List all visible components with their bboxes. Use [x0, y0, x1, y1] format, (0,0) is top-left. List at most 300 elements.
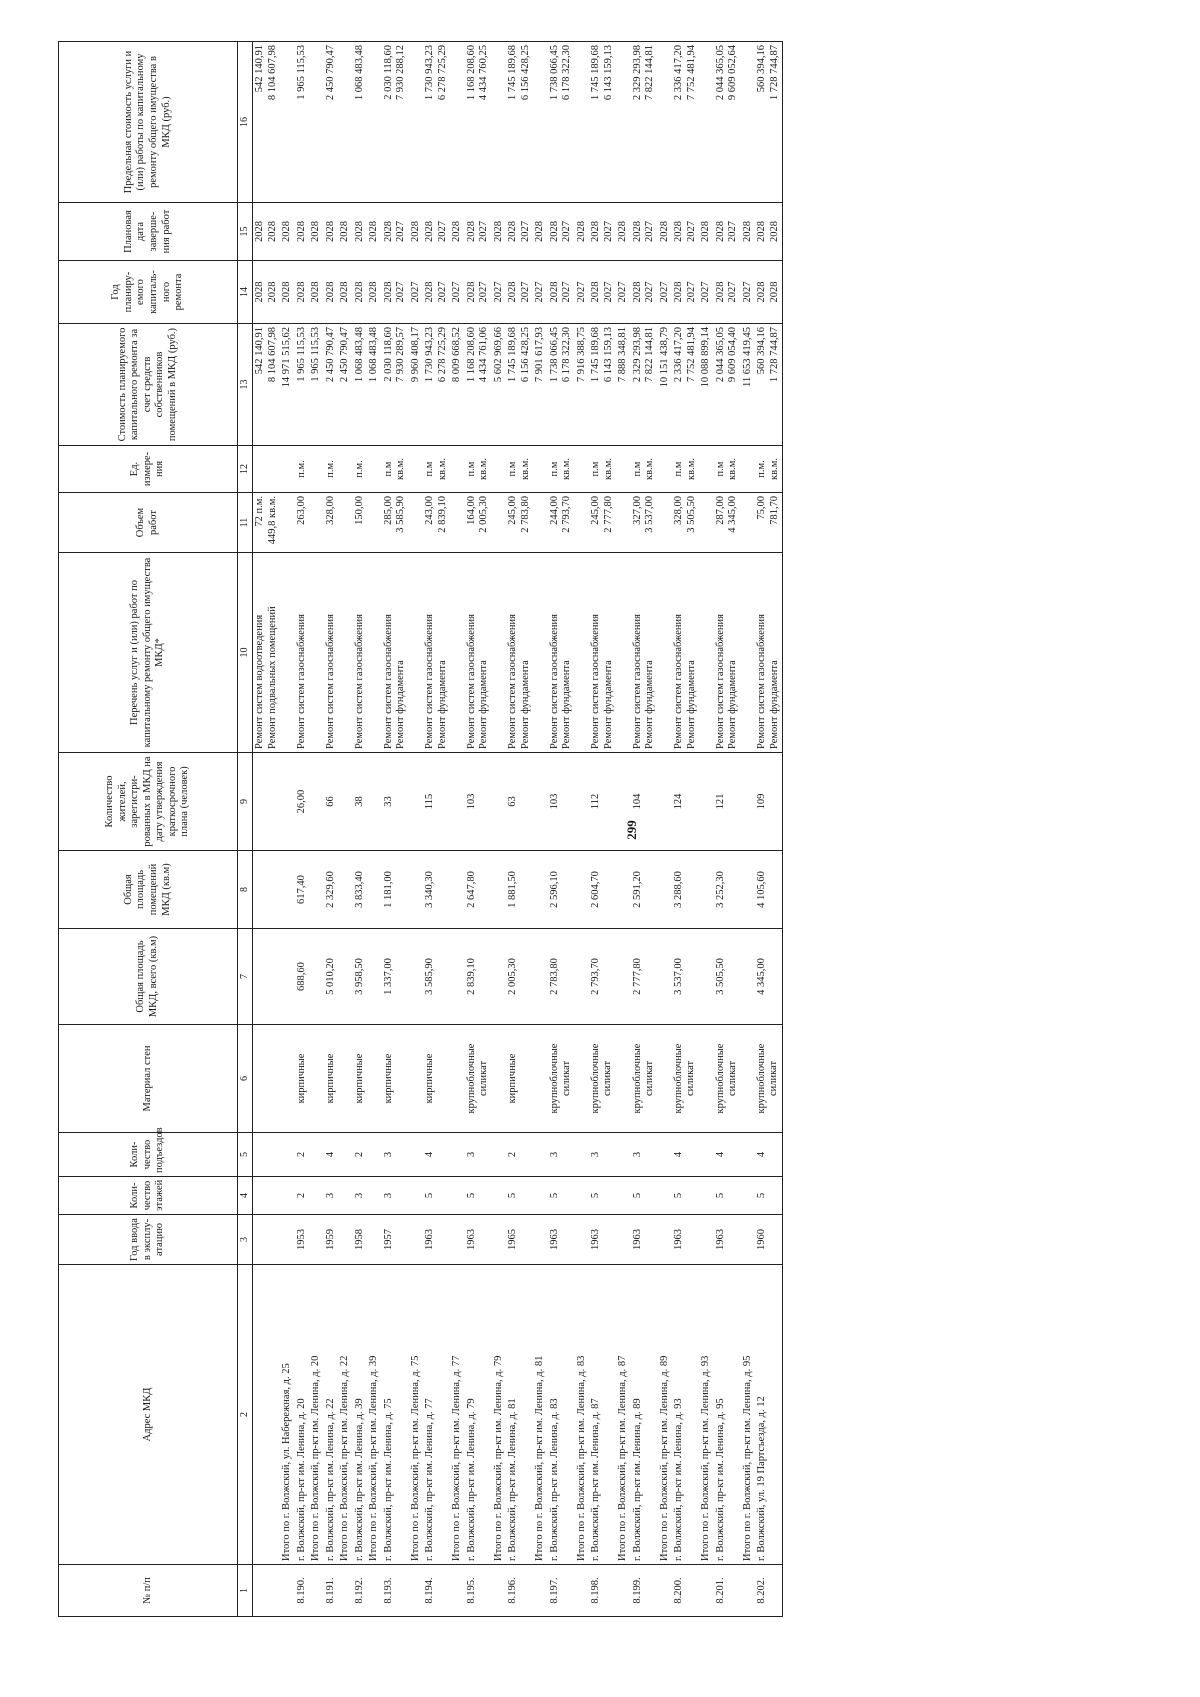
cost-cell [280, 324, 295, 446]
wall-material-cell: кирпичные [295, 1025, 310, 1133]
works-cell [450, 553, 465, 753]
unit-line [267, 449, 280, 489]
completion-year-cell [280, 203, 295, 261]
residents-cell: 103 [548, 753, 575, 851]
limit-cost-cell [295, 42, 310, 203]
cost-cell [741, 324, 756, 446]
limit-cost-line: 4 434 760,25 [478, 45, 489, 101]
cost-line: 10 088 899,14 [700, 327, 711, 388]
cost-line: 9 960 408,17 [409, 327, 421, 383]
floors-cell [409, 1177, 424, 1215]
cost-cell [575, 324, 590, 446]
table-body [253, 42, 783, 1617]
row-number [616, 1565, 631, 1617]
year-built-cell [575, 1215, 590, 1265]
floors-cell [253, 1177, 281, 1215]
total-area-cell [699, 929, 714, 1025]
completion-year-line: 2028 [424, 221, 435, 242]
column-number: 8 [238, 851, 253, 929]
repair-year-line: 2027 [492, 281, 504, 303]
entrances-cell: 3 [382, 1133, 409, 1177]
table-row [672, 42, 699, 1617]
completion-year-cell [533, 203, 548, 261]
unit-cell [353, 446, 368, 493]
column-number: 5 [238, 1133, 253, 1177]
volume-cell [755, 493, 783, 553]
limit-cost-line: 1 745 189,68 [590, 45, 601, 101]
works-line: Ремонт фундамента [727, 660, 738, 749]
entrances-cell: 2 [506, 1133, 533, 1177]
wall-material-cell [492, 1025, 507, 1133]
unit-line [576, 449, 589, 489]
floors-cell: 5 [672, 1177, 699, 1215]
year-built-cell [492, 1215, 507, 1265]
completion-year-line: 2027 [436, 221, 448, 242]
completion-year-line: 2027 [727, 221, 738, 242]
residents-cell [450, 753, 465, 851]
entrances-cell: 4 [714, 1133, 741, 1177]
wall-material-cell: кирпичные [324, 1025, 339, 1133]
residents-cell [741, 753, 756, 851]
limit-cost-cell [382, 42, 409, 203]
repair-year-cell [450, 261, 465, 324]
total-area-cell [367, 929, 382, 1025]
completion-year-line: 2028 [617, 221, 628, 242]
repair-year-line: 2027 [617, 281, 628, 303]
unit-line [339, 449, 352, 489]
cost-line: 1 068 483,48 [353, 327, 365, 383]
premises-area-cell: 2 329,60 [324, 851, 339, 929]
volume-line [310, 496, 323, 549]
completion-year-line: 2028 [741, 221, 753, 242]
cost-line: 1 728 744,87 [768, 327, 780, 383]
works-cell [755, 553, 783, 753]
wall-material-cell: крупноблочные силикат [755, 1025, 783, 1133]
completion-year-line: 2028 [756, 221, 767, 242]
floors-cell [450, 1177, 465, 1215]
repair-year-line: 2027 [575, 281, 587, 303]
unit-line: кв.м. [685, 458, 697, 480]
unit-line: кв.м. [561, 458, 572, 480]
wall-material-cell [367, 1025, 382, 1133]
volume-cell [492, 493, 507, 553]
volume-cell [465, 493, 492, 553]
repair-year-line: 2028 [281, 281, 292, 303]
unit-cell [533, 446, 548, 493]
column-header: Объем работ [59, 493, 238, 553]
works-cell [589, 553, 616, 753]
limit-cost-line: 7 822 144,81 [644, 45, 655, 101]
repair-year-line: 2028 [465, 281, 477, 303]
limit-cost-cell [616, 42, 631, 203]
table-row [324, 42, 339, 1617]
entrances-cell [699, 1133, 714, 1177]
cost-line: 1 738 066,45 [548, 327, 560, 383]
volume-cell [353, 493, 368, 553]
limit-cost-line: 1 730 943,23 [424, 45, 435, 101]
residents-cell: 121 [714, 753, 741, 851]
limit-cost-cell [575, 42, 590, 203]
entrances-cell: 2 [295, 1133, 310, 1177]
total-area-cell [309, 929, 324, 1025]
column-header: Плановая дата заверше-ния работ [59, 203, 238, 261]
completion-year-cell [548, 203, 575, 261]
wall-material-cell [309, 1025, 324, 1133]
completion-year-line: 2028 [492, 221, 504, 242]
floors-cell [492, 1177, 507, 1215]
cost-line: 7 752 481,94 [685, 327, 697, 383]
cost-cell [506, 324, 533, 446]
address-cell [253, 1265, 281, 1565]
row-number [280, 1565, 295, 1617]
works-line: Ремонт систем газоснабжения [424, 614, 435, 749]
premises-area-cell: 2 591,20 [631, 851, 658, 929]
limit-cost-cell [741, 42, 756, 203]
row-number: 8.190. [295, 1565, 310, 1617]
volume-line: 449,8 кв.м. [266, 496, 278, 545]
repair-year-cell [506, 261, 533, 324]
row-number [253, 1565, 281, 1617]
column-header: Общая площадь помещений МКД (кв.м) [59, 851, 238, 929]
volume-cell [253, 493, 281, 553]
column-header: Адрес МКД [59, 1265, 238, 1565]
unit-line: п.м. [756, 460, 767, 478]
row-number: 8.194. [423, 1565, 450, 1617]
repair-year-cell [338, 261, 353, 324]
floors-cell: 2 [295, 1177, 310, 1215]
cost-line: 5 602 969,66 [492, 327, 504, 383]
repair-year-line: 2028 [382, 281, 394, 303]
total-area-cell: 5 010,20 [324, 929, 339, 1025]
limit-cost-line: 7 930 288,12 [395, 45, 406, 101]
completion-year-cell [506, 203, 533, 261]
column-number: 7 [238, 929, 253, 1025]
entrances-cell: 3 [465, 1133, 492, 1177]
cost-cell [382, 324, 409, 446]
unit-cell [658, 446, 673, 493]
row-number [367, 1565, 382, 1617]
residents-cell: 38 [353, 753, 368, 851]
total-row [575, 42, 590, 1617]
limit-cost-cell [506, 42, 533, 203]
works-line [451, 556, 464, 749]
row-number: 8.200. [672, 1565, 699, 1617]
completion-year-line: 2028 [451, 221, 462, 242]
volume-line: 287,00 [714, 496, 726, 525]
address-cell: Итого по г. Волжский, пр-кт им. Ленина, д. 77 [450, 1265, 465, 1565]
year-built-cell [658, 1215, 673, 1265]
volume-cell [575, 493, 590, 553]
cost-line: 1 965 115,53 [310, 327, 321, 382]
limit-cost-cell [423, 42, 450, 203]
limit-cost-line [281, 45, 294, 199]
cost-cell [367, 324, 382, 446]
works-line [742, 556, 755, 749]
repair-year-line: 2027 [409, 281, 421, 303]
entrances-cell [450, 1133, 465, 1177]
volume-cell [616, 493, 631, 553]
year-built-cell: 1957 [382, 1215, 409, 1265]
repair-year-cell [699, 261, 714, 324]
cost-line: 10 151 438,79 [658, 327, 670, 388]
works-cell [741, 553, 756, 753]
completion-year-line: 2028 [266, 221, 278, 242]
total-row [533, 42, 548, 1617]
works-line: Ремонт систем газоснабжения [590, 614, 601, 749]
column-number: 2 [238, 1265, 253, 1565]
address-cell: Итого по г. Волжский, пр-кт им. Ленина, д. 87 [616, 1265, 631, 1565]
volume-line [659, 496, 672, 549]
limit-cost-cell [465, 42, 492, 203]
works-cell [253, 553, 281, 753]
header-row [59, 42, 238, 1617]
unit-line: п.м. [353, 460, 365, 478]
limit-cost-line: 6 156 428,25 [519, 45, 531, 101]
cost-cell [699, 324, 714, 446]
unit-line [659, 449, 672, 489]
volume-line: 164,00 [465, 496, 477, 525]
entrances-cell [367, 1133, 382, 1177]
unit-cell [450, 446, 465, 493]
works-line: Ремонт фундамента [561, 660, 572, 749]
volume-line [493, 496, 506, 549]
completion-year-cell [465, 203, 492, 261]
works-cell [324, 553, 339, 753]
page-number: 299 [624, 820, 639, 840]
works-line [659, 556, 672, 749]
premises-area-cell: 2 647,80 [465, 851, 492, 929]
floors-cell [616, 1177, 631, 1215]
total-area-cell [658, 929, 673, 1025]
repair-year-line: 2028 [756, 281, 767, 303]
volume-line: 244,00 [548, 496, 560, 525]
row-number: 8.192. [353, 1565, 368, 1617]
repair-year-cell [672, 261, 699, 324]
limit-cost-cell [533, 42, 548, 203]
total-row [741, 42, 756, 1617]
limit-cost-line [617, 45, 630, 199]
limit-cost-line: 6 143 159,13 [602, 45, 614, 101]
year-built-cell [450, 1215, 465, 1265]
year-built-cell: 1963 [589, 1215, 616, 1265]
entrances-cell: 3 [631, 1133, 658, 1177]
year-built-cell: 1965 [506, 1215, 533, 1265]
unit-cell [367, 446, 382, 493]
table-row [631, 42, 658, 1617]
entrances-cell: 2 [353, 1133, 368, 1177]
cost-cell [631, 324, 658, 446]
unit-cell [506, 446, 533, 493]
entrances-cell [658, 1133, 673, 1177]
works-line [281, 556, 294, 749]
volume-cell [533, 493, 548, 553]
completion-year-line: 2028 [324, 221, 336, 242]
volume-line [368, 496, 381, 549]
limit-cost-cell [253, 42, 281, 203]
repair-year-line: 2027 [658, 281, 670, 303]
cost-line: 6 178 322,30 [561, 327, 572, 383]
floors-cell: 3 [382, 1177, 409, 1215]
unit-cell [465, 446, 492, 493]
works-line: Ремонт систем газоснабжения [548, 614, 560, 749]
repair-year-line: 2027 [561, 281, 572, 303]
limit-cost-cell [324, 42, 339, 203]
completion-year-cell [631, 203, 658, 261]
repair-year-cell [382, 261, 409, 324]
unit-line: п.м [548, 461, 560, 477]
cost-line: 6 143 159,13 [602, 327, 614, 383]
row-number: 8.197. [548, 1565, 575, 1617]
completion-year-cell [450, 203, 465, 261]
limit-cost-cell [631, 42, 658, 203]
works-line: Ремонт систем газоснабжения [382, 614, 394, 749]
completion-year-line: 2028 [409, 221, 421, 242]
total-area-cell: 3 537,00 [672, 929, 699, 1025]
address-cell: г. Волжский, пр-кт им. Ленина, д. 81 [506, 1265, 533, 1565]
row-number [533, 1565, 548, 1617]
volume-cell [367, 493, 382, 553]
year-built-cell [699, 1215, 714, 1265]
volume-cell [338, 493, 353, 553]
completion-year-line: 2028 [254, 221, 265, 242]
unit-line: кв.м. [768, 458, 780, 480]
completion-year-cell [423, 203, 450, 261]
cost-line: 7 888 348,81 [617, 327, 628, 383]
total-area-cell: 2 793,70 [589, 929, 616, 1025]
total-area-cell [253, 929, 281, 1025]
volume-line [339, 496, 352, 549]
limit-cost-line [659, 45, 672, 199]
column-number: 15 [238, 203, 253, 261]
completion-year-line: 2028 [631, 221, 643, 242]
repair-year-cell [741, 261, 756, 324]
volume-cell [631, 493, 658, 553]
repair-year-line: 2028 [673, 281, 684, 303]
unit-line: п.м [631, 461, 643, 477]
cost-cell [309, 324, 324, 446]
cost-cell [672, 324, 699, 446]
limit-cost-line: 2 329 293,98 [631, 45, 643, 101]
completion-year-line: 2027 [644, 221, 655, 242]
limit-cost-line: 2 030 118,60 [382, 45, 394, 100]
premises-area-cell: 3 833,40 [353, 851, 368, 929]
unit-cell [280, 446, 295, 493]
address-cell: г. Волжский, пр-кт им. Ленина, д. 87 [589, 1265, 616, 1565]
limit-cost-line: 6 278 725,29 [436, 45, 448, 101]
completion-year-cell [409, 203, 424, 261]
repair-year-cell [465, 261, 492, 324]
completion-year-cell [741, 203, 756, 261]
repair-year-line: 2027 [685, 281, 697, 303]
entrances-cell [309, 1133, 324, 1177]
premises-area-cell: 2 604,70 [589, 851, 616, 929]
total-area-cell: 2 839,10 [465, 929, 492, 1025]
cost-line: 4 434 761,06 [478, 327, 489, 383]
completion-year-line: 2028 [590, 221, 601, 242]
cost-cell [338, 324, 353, 446]
volume-line: 781,70 [768, 496, 780, 525]
cost-line: 9 609 054,40 [727, 327, 738, 383]
volume-cell [450, 493, 465, 553]
works-cell [409, 553, 424, 753]
limit-cost-line [700, 45, 713, 199]
repair-year-line: 2028 [714, 281, 726, 303]
rotated-table-container [58, 42, 1193, 1617]
unit-line: кв.м. [727, 458, 738, 480]
wall-material-cell [658, 1025, 673, 1133]
unit-line: п.м [590, 461, 601, 477]
works-line: Ремонт систем газоснабжения [673, 614, 684, 749]
volume-line: 263,00 [295, 496, 307, 525]
works-line: Ремонт фундамента [602, 660, 614, 749]
address-cell: Итого по г. Волжский, пр-кт им. Ленина, д. 22 [338, 1265, 353, 1565]
address-cell: Итого по г. Волжский, пр-кт им. Ленина, д. 79 [492, 1265, 507, 1565]
year-built-cell [253, 1215, 281, 1265]
column-number: 6 [238, 1025, 253, 1133]
repair-year-line: 2027 [741, 281, 753, 303]
year-built-cell [367, 1215, 382, 1265]
repair-year-line: 2027 [519, 281, 531, 303]
completion-year-cell [367, 203, 382, 261]
premises-area-cell [338, 851, 353, 929]
unit-cell [423, 446, 450, 493]
limit-cost-line: 1 965 115,53 [295, 45, 307, 100]
entrances-cell [492, 1133, 507, 1177]
cost-cell [589, 324, 616, 446]
limit-cost-line: 560 394,16 [756, 45, 767, 93]
completion-year-line: 2028 [339, 221, 350, 242]
entrances-cell [616, 1133, 631, 1177]
limit-cost-line: 2 044 365,05 [714, 45, 726, 101]
volume-line [742, 496, 755, 549]
limit-cost-line: 1 168 208,60 [465, 45, 477, 101]
works-cell [616, 553, 631, 753]
wall-material-cell [575, 1025, 590, 1133]
address-cell: г. Волжский, пр-кт им. Ленина, д. 39 [353, 1265, 368, 1565]
unit-line [254, 449, 267, 489]
volume-line [617, 496, 630, 549]
volume-cell [409, 493, 424, 553]
volume-line: 2 777,80 [602, 496, 614, 533]
cost-line: 560 394,16 [756, 327, 767, 375]
unit-line [281, 449, 294, 489]
works-cell [658, 553, 673, 753]
completion-year-line: 2028 [353, 221, 365, 242]
unit-line: п.м [382, 461, 394, 477]
completion-year-cell [309, 203, 324, 261]
limit-cost-cell [338, 42, 353, 203]
volume-line: 245,00 [590, 496, 601, 525]
unit-line [700, 449, 713, 489]
completion-year-line: 2028 [575, 221, 587, 242]
entrances-cell: 4 [672, 1133, 699, 1177]
total-area-cell [575, 929, 590, 1025]
row-number: 8.202. [755, 1565, 783, 1617]
column-header: Коли-чество подъездов [59, 1133, 238, 1177]
volume-line: 72 п.м. [254, 496, 265, 527]
total-area-cell: 2 777,80 [631, 929, 658, 1025]
repair-year-line: 2027 [602, 281, 614, 303]
premises-area-cell: 2 596,10 [548, 851, 575, 929]
total-area-cell: 2 005,30 [506, 929, 533, 1025]
cost-cell [548, 324, 575, 446]
floors-cell [309, 1177, 324, 1215]
wall-material-cell: крупноблочные силикат [589, 1025, 616, 1133]
repair-year-cell [353, 261, 368, 324]
column-header: Коли-чество этажей [59, 1177, 238, 1215]
volume-line: 2 793,70 [561, 496, 572, 533]
row-number [575, 1565, 590, 1617]
